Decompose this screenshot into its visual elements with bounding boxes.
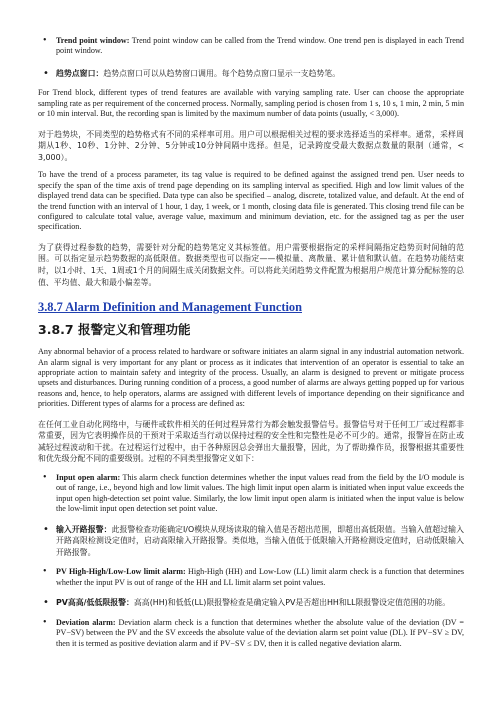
term-label: Trend point window: [56, 36, 130, 45]
term-label: Deviation alarm: [56, 617, 116, 627]
trend-window-list [38, 36, 464, 79]
term-label: 趋势点窗口： [56, 68, 104, 78]
term-text: 趋势点窗口可以从趋势窗口调用。每个趋势点窗口显示一支趋势笔。 [103, 68, 341, 78]
term-label: Input open alarm: [56, 473, 121, 483]
list-item-trend-point-window-en [38, 36, 464, 57]
paragraph-trend-block-zh: 对于趋势块，不同类型的趋势格式有不同的采样率可用。用户可以根据相关过程的要求选择适当的采样率。通常，采样周期从1秒、10秒、1分钟、2分钟、5分钟或10分钟间隔中选择。但是，记录跨度受最大数据点数量的限制（通常，< 3,000）。 [38, 129, 464, 162]
list-item-deviation-alarm-en [38, 618, 464, 649]
list-item-trend-point-window-zh [38, 68, 464, 80]
alarm-types-list [38, 473, 464, 649]
section-heading-zh: 3.8.7 报警定义和管理功能 [38, 322, 191, 338]
term-label: PV High-High/Low-Low limit alarm: [56, 567, 186, 577]
list-item-input-open-alarm-zh [38, 524, 464, 559]
term-text: This alarm check function determines whether the input values read from the field by the I/O module is out of range, i.e., beyond high and low limit values. The high limit input open alarm is initiated when input value exceeds the input open high-detection set point value. Similarly, the low limit input open alarm is initiated when the input value is below the low-limit input open detection set point value. [56, 473, 464, 514]
term-text: 此报警检查功能确定I/O模块从现场读取的输入值是否超出范围，即超出高低限值。当输入值超过输入开路高限检测设定值时，启动高限输入开路报警。类似地，当输入值低于低限输入开路检测设定值时，启动低限输入开路报警。 [56, 524, 464, 557]
section-heading-link-wrap [38, 298, 464, 316]
term-text: 高高(HH)和低低(LL)限报警检查是确定输入PV是否超出HH和LL限报警设定值范围的功能。 [133, 598, 451, 608]
paragraph-trend-span-en: To have the trend of a process parameter, its tag value is required to be defined against the assigned trend pen. User needs to specify the span of the time axis of trend page depending on its sampling interval as specified. High and low limit values of the displayed trend data can be specified. Data type can also be specified – analog, discrete, totalized value, and default. At the end of the trend function with an interval of 1 hour, 1 day, 1 week, or 1 month, closing data file is generated. This closing trend file can be configured to calculate total value, average value, maximum and minimum deviation, etc. for the assigned tag as per the user specification. [38, 170, 464, 232]
paragraph-alarm-intro-zh: 在任何工业自动化网络中，与硬件或软件相关的任何过程异常行为都会触发报警信号。报警信号对于任何工厂或过程都非常重要，因为它表明操作员的干预对于采取适当行动以保持过程的安全性和完整性是必不可少的。通常，报警旨在防止或减轻过程波动和干扰。在过程运行过程中，由于各种原因总会弹出大量报警，因此，为了帮助操作员，报警根据其重要性和优先级分配不同的重要级别。过程的不同类型报警定义如下： [38, 419, 464, 464]
list-item-pv-limit-alarm-zh [38, 597, 464, 609]
term-text: High-High (HH) and Low-Low (LL) limit alarm check is a function that determines whether the input PV is out of range of the HH and LL limit alarm set point values. [56, 567, 464, 587]
list-item-pv-limit-alarm-en [38, 567, 464, 588]
term-label: PV高高/低低限报警： [56, 598, 134, 608]
term-text: Trend point window can be called from the Trend window. One trend pen is displayed in each Trend point window. [56, 36, 464, 56]
term-label: 输入开路报警： [56, 524, 112, 534]
section-heading-link[interactable]: 3.8.7 Alarm Definition and Management Function [38, 300, 302, 315]
list-item-input-open-alarm-en [38, 473, 464, 515]
term-text: Deviation alarm check is a function that determines whether the absolute value of the deviation (DV = PV−SV) between the PV and the SV exceeds the absolute value of the deviation alarm set point value (DL). If PV−SV ≥ DV, then it is termed as positive deviation alarm and if PV−SV ≤ DV, then it is called negative deviation alarm. [56, 617, 464, 648]
paragraph-trend-block-en: For Trend block, different types of trend features are available with varying sampling rate. User can choose the appropriate sampling rate as per requirement of the concerned process. Normally, sampling period is chosen from 1 s, 10 s, 1 min, 2 min, 5 min or 10 min interval. But, the recording span is limited by the maximum number of data points (usually, < 3,000). [38, 88, 464, 119]
paragraph-trend-span-zh: 为了获得过程参数的趋势，需要针对分配的趋势笔定义其标签值。用户需要根据指定的采样间隔指定趋势页时间轴的范围。可以指定显示趋势数据的高低限值。数据类型也可以指定——模拟量、离散量、累计值和默认值。在趋势功能结束时，以1小时、1天、1周或1个月的间隔生成关闭数据文件。可以将此关闭趋势文件配置为根据用户规范计算分配标签的总值、平均值、最大和最小偏差等。 [38, 242, 464, 287]
paragraph-alarm-intro-en: Any abnormal behavior of a process related to hardware or software initiates an alarm signal in any industrial automation network. An alarm signal is very important for any plant or process as it indicates that intervention of an operator is essential to take an appropriate action to maintain safety and integrity of the process. Usually, an alarm is designed to prevent or mitigate process upsets and disturbances. During running condition of a process, a good number of alarms are always getting popped up for various reasons and, hence, to help operators, alarms are assigned with different levels of importance depending on their significance and priorities. Different types of alarms for a process are defined as: [38, 347, 464, 409]
